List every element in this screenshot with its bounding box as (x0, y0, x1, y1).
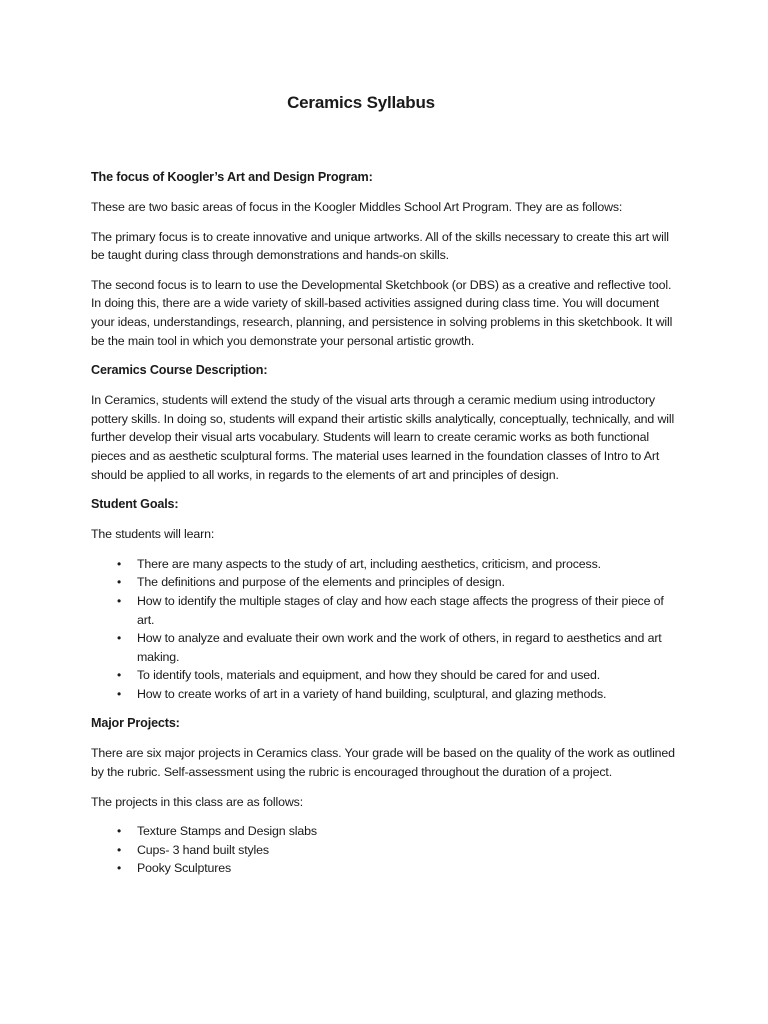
list-item-text: How to identify the multiple stages of clay and how each stage affects the progress of their piece of art. (137, 593, 664, 627)
paragraph: The second focus is to learn to use the Developmental Sketchbook (or DBS) as a creative and reflective tool. In doing this, there are a wide variety of skill-based activities assigned during class time. You will document your ideas, understandings, research, planning, and persistence in solving problems in this sketchbook. It will be the main tool in which you demonstrate your personal artistic growth. (91, 277, 673, 348)
paragraph: The projects in this class are as follows: (91, 794, 304, 809)
list-item-text: The definitions and purpose of the elements and principles of design. (137, 575, 505, 590)
paragraph: There are six major projects in Ceramics class. Your grade will be based on the quality of the work as outlined by the rubric. Self-assessment using the rubric is encouraged throughout the duration of a project. (91, 746, 675, 780)
bullet-icon: • (117, 631, 122, 646)
bullet-list (91, 822, 681, 878)
bullet-icon: • (117, 668, 122, 683)
page-title: Ceramics Syllabus (287, 93, 435, 112)
list-item-text: Pooky Sculptures (137, 861, 232, 876)
list-item (91, 685, 681, 704)
section-heading: The focus of Koogler’s Art and Design Program: (91, 170, 373, 184)
list-item (91, 573, 681, 592)
section-course-description (91, 361, 681, 484)
list-item-text: How to analyze and evaluate their own work and the work of others, in regard to aesthetics and art making. (137, 631, 662, 664)
section-heading: Major Projects: (91, 716, 180, 731)
list-item (91, 666, 681, 685)
section-heading: Ceramics Course Description: (91, 363, 268, 378)
section-program-focus (91, 168, 681, 350)
paragraph: The students will learn: (91, 527, 215, 542)
list-item (91, 629, 681, 666)
paragraph: In Ceramics, students will extend the study of the visual arts through a ceramic medium using introductory pottery skills. In doing so, students will expand their artistic skills analytically, conceptually, technically, and will further develop their visual arts vocabulary. Students will learn to create ceramic works as both functional pieces and as aesthetic sculptural forms. The material uses learned in the foundation classes of Intro to Art should be applied to all works, in regards to the elements of art and principles of design. (91, 393, 675, 482)
document-body (91, 168, 681, 889)
bullet-icon: • (117, 861, 122, 876)
bullet-icon: • (117, 686, 122, 701)
list-item (91, 841, 681, 860)
list-item-text: Texture Stamps and Design slabs (137, 824, 317, 839)
section-major-projects (91, 714, 681, 878)
paragraph: These are two basic areas of focus in the Koogler Middles School Art Program. They are as follows: (91, 200, 623, 214)
list-item (91, 859, 681, 878)
list-item (91, 592, 681, 629)
section-heading: Student Goals: (91, 497, 179, 512)
section-student-goals (91, 495, 681, 703)
paragraph: The primary focus is to create innovative and unique artworks. All of the skills necessary to create this art will be taught during class through demonstrations and hands-on skills. (91, 229, 669, 263)
bullet-list (91, 555, 681, 704)
list-item-text: There are many aspects to the study of art, including aesthetics, criticism, and process. (137, 556, 601, 571)
bullet-icon: • (117, 842, 122, 857)
list-item-text: To identify tools, materials and equipment, and how they should be cared for and used. (137, 668, 601, 683)
bullet-icon: • (117, 556, 122, 571)
bullet-icon: • (117, 575, 122, 590)
list-item-text: How to create works of art in a variety of hand building, sculptural, and glazing methods. (137, 686, 607, 701)
bullet-icon: • (117, 824, 122, 839)
list-item (91, 822, 681, 841)
list-item-text: Cups- 3 hand built styles (137, 842, 269, 857)
bullet-icon: • (117, 593, 122, 608)
list-item (91, 555, 681, 574)
